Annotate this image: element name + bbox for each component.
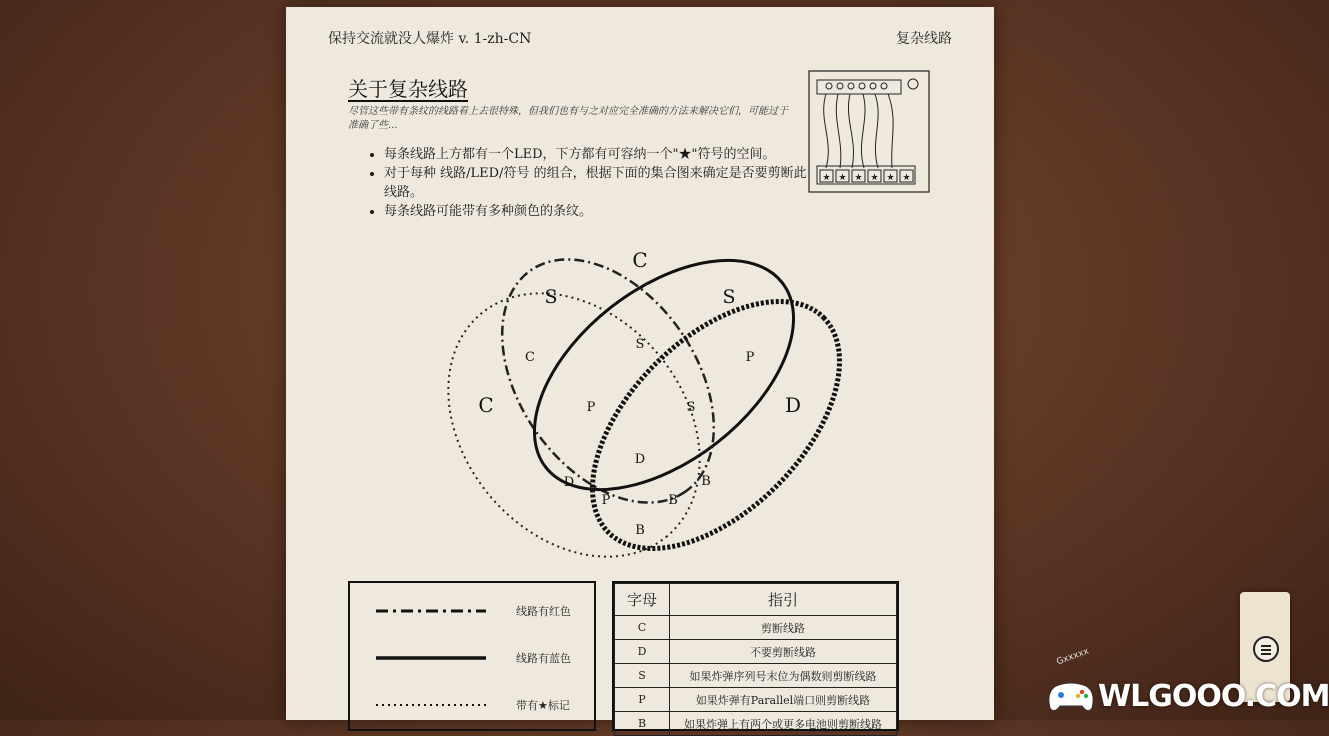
table-row — [615, 640, 897, 664]
manual-version: 保持交流就没人爆炸 v. 1-zh-CN — [328, 31, 532, 47]
column-header: 字母 — [615, 584, 670, 616]
legend-item-blue — [350, 648, 594, 668]
venn-label: S — [686, 400, 696, 415]
star-slot: ★ — [902, 173, 911, 183]
letter-cell: C — [615, 616, 670, 640]
table-row — [615, 664, 897, 688]
legend-label: 线路有蓝色 — [516, 652, 571, 665]
list-item: • 每条线路上方都有一个LED，下方都有可容纳一个"★"符号的空间。 — [384, 145, 814, 164]
scribble: Gxxxxx — [1055, 646, 1091, 668]
watermark-text: WLGOOO.COM — [1098, 678, 1329, 714]
venn-label: P — [745, 350, 755, 365]
venn-label: D — [784, 393, 802, 417]
list-item: • 每条线路可能带有多种颜色的条纹。 — [384, 202, 814, 221]
watermark — [1046, 676, 1329, 716]
menu-icon — [1261, 645, 1271, 647]
solid-line-icon — [376, 652, 486, 664]
column-header: 指引 — [670, 584, 897, 616]
legend — [348, 581, 596, 731]
venn-diagram — [286, 7, 994, 577]
letter-cell: B — [615, 712, 670, 736]
letter-cell: S — [615, 664, 670, 688]
instruction-table — [612, 581, 899, 731]
dash-dot-line-icon — [376, 605, 486, 617]
star-slot: ★ — [870, 173, 879, 183]
letter-cell: D — [615, 640, 670, 664]
star-slot: ★ — [854, 173, 863, 183]
menu-button[interactable] — [1253, 636, 1279, 662]
table-row — [615, 688, 897, 712]
instruction-cell: 不要剪断线路 — [670, 640, 897, 664]
instruction-cell: 如果炸弹有Parallel端口则剪断线路 — [670, 688, 897, 712]
manual-page — [286, 7, 994, 731]
star-slot: ★ — [822, 173, 831, 183]
legend-label: 线路有红色 — [516, 605, 571, 618]
venn-label: C — [632, 248, 648, 272]
venn-label: C — [478, 393, 494, 417]
venn-label: B — [635, 523, 645, 538]
star-slot: ★ — [838, 173, 847, 183]
module-name: 复杂线路 — [896, 31, 952, 47]
venn-label: S — [544, 286, 558, 308]
table-header-row — [615, 584, 897, 616]
gamepad-icon — [1046, 678, 1096, 714]
instruction-cell: 如果炸弹上有两个或更多电池则剪断线路 — [670, 712, 897, 736]
letter-cell: P — [615, 688, 670, 712]
led-set-ellipse — [548, 257, 885, 594]
instruction-cell: 剪断线路 — [670, 616, 897, 640]
venn-label: D — [634, 452, 646, 467]
venn-label: S — [635, 337, 645, 352]
venn-label: B — [701, 474, 711, 489]
venn-label: C — [525, 350, 535, 365]
legend-label: 带有★标记 — [516, 699, 570, 712]
page-title: 关于复杂线路 — [348, 77, 468, 101]
star-slot: ★ — [886, 173, 895, 183]
dotted-line-icon — [376, 699, 486, 711]
instruction-cell: 如果炸弹序列号末位为偶数则剪断线路 — [670, 664, 897, 688]
venn-label: D — [563, 475, 575, 490]
venn-label: S — [722, 286, 736, 308]
legend-item-red — [350, 601, 594, 621]
legend-item-star — [350, 695, 594, 715]
venn-label: P — [586, 400, 596, 415]
table-row — [615, 616, 897, 640]
intro-text: 尽管这些带有条纹的线路看上去很特殊，但我们也有与之对应完全准确的方法来解决它们，可能过于准确了些... — [348, 106, 788, 131]
table-row — [615, 712, 897, 736]
venn-label: B — [668, 493, 678, 508]
venn-label: P — [601, 493, 611, 508]
star-set-ellipse — [397, 243, 752, 607]
list-item: • 对于每种 线路/LED/符号 的组合，根据下面的集合图来确定是否要剪断此线路。 — [384, 164, 814, 202]
